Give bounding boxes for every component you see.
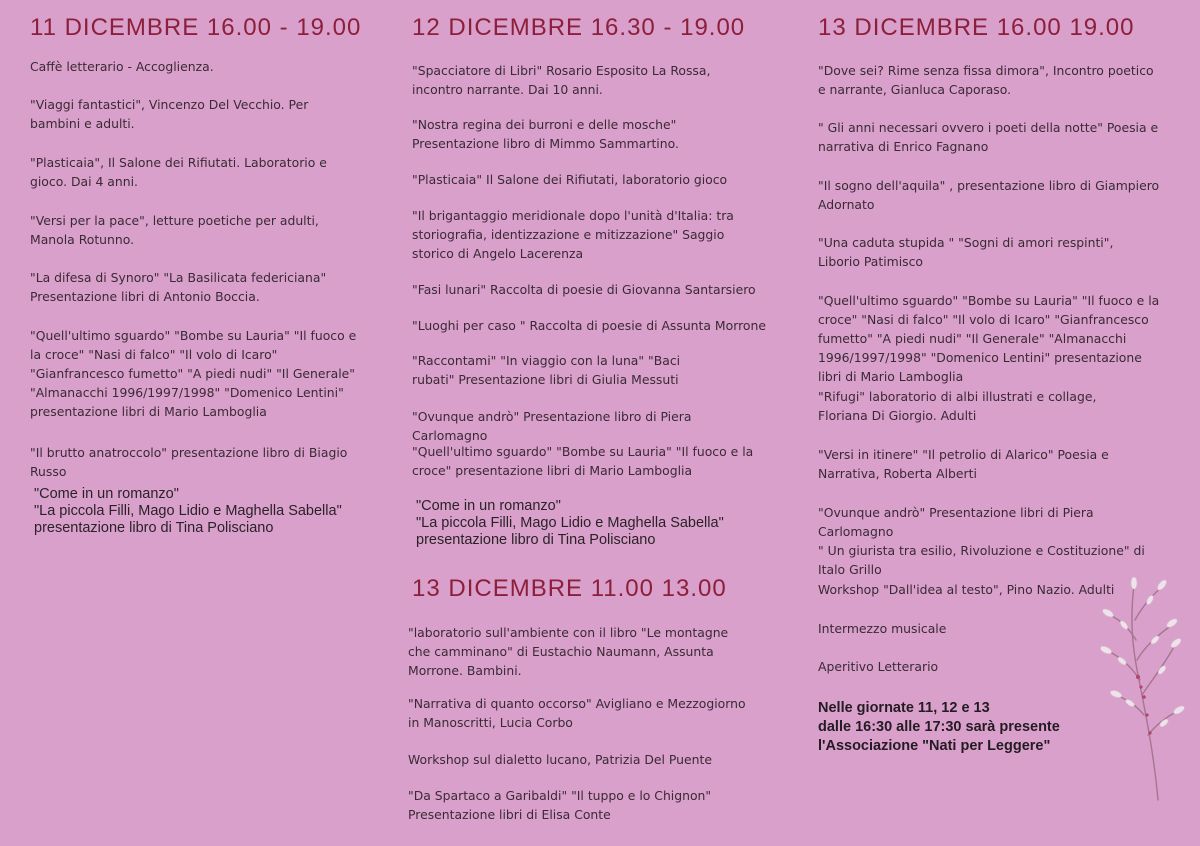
entry-day11-4: "Versi per la pace", letture poetiche per adulti, Manola Rotunno. bbox=[30, 213, 319, 247]
heading-day-11: 11 DICEMBRE 16.00 - 19.00 bbox=[30, 14, 362, 41]
entry-day12-8: "Ovunque andrò" Presentazione libro di Piera Carlomagno bbox=[412, 409, 692, 443]
entry-day13-8: "Ovunque andrò" Presentazione libri di Piera Carlomagno " Un giurista tra esilio, Rivoluzione e Costituzione" di Italo Grillo bbox=[818, 505, 1145, 577]
entry-day13m-3: Workshop sul dialetto lucano, Patrizia Del Puente bbox=[408, 752, 712, 767]
entry-day11-8: "Come in un romanzo" "La piccola Filli, Mago Lidio e Maghella Sabella" presentazione libro di Tina Polisciano bbox=[34, 486, 342, 536]
entry-day11-6: "Quell'ultimo sguardo" "Bombe su Lauria" "Il fuoco e la croce" "Nasi di falco" "Il volo di Icaro" "Gianfrancesco fumetto" "A piedi nudi" "Il Generale" "Almanacchi 1996/1997/1998" "Domenico Lentini" presentazione libri di Mario Lamboglia bbox=[30, 328, 357, 419]
entry-day12-2: "Nostra regina dei burroni e delle mosche" Presentazione libro di Mimmo Sammartino. bbox=[412, 117, 679, 151]
entry-day12-10: "Come in un romanzo" "La piccola Filli, Mago Lidio e Maghella Sabella" presentazione libro di Tina Polisciano bbox=[416, 498, 724, 548]
entry-day12-6: "Luoghi per caso " Raccolta di poesie di Assunta Morrone bbox=[412, 318, 766, 333]
entry-day13-5: "Quell'ultimo sguardo" "Bombe su Lauria" "Il fuoco e la croce" "Nasi di falco" "Il volo di Icaro" "Gianfrancesco fumetto" "A piedi nudi" "Il Generale" "Almanacchi 1996/1997/1998" "Domenico Lentini" presentazione libri di Mario Lamboglia bbox=[818, 293, 1160, 384]
entry-day13m-1: "laboratorio sull'ambiente con il libro "Le montagne che camminano" di Eustachio Naumann, Assunta Morrone. Bambini. bbox=[408, 625, 729, 678]
entry-day11-2: "Viaggi fantastici", Vincenzo Del Vecchio. Per bambini e adulti. bbox=[30, 97, 309, 131]
entry-day11-5: "La difesa di Synoro" "La Basilicata federiciana" Presentazione libri di Antonio Boccia. bbox=[30, 270, 327, 304]
heading-day-13: 13 DICEMBRE 16.00 19.00 bbox=[818, 14, 1135, 41]
entry-day11-7: "Il brutto anatroccolo" presentazione libro di Biagio Russo bbox=[30, 445, 348, 479]
entry-day12-9: "Quell'ultimo sguardo" "Bombe su Lauria" "Il fuoco e la croce" presentazione libri di Mario Lamboglia bbox=[412, 444, 754, 478]
entry-day13m-2: "Narrativa di quanto occorso" Avigliano e Mezzogiorno in Manoscritti, Lucia Corbo bbox=[408, 696, 746, 730]
entry-day13-3: "Il sogno dell'aquila" , presentazione libro di Giampiero Adornato bbox=[818, 178, 1160, 212]
entry-day11-3: "Plasticaia", Il Salone dei Rifiutati. Laboratorio e gioco. Dai 4 anni. bbox=[30, 155, 327, 189]
entry-day13-6: "Rifugi" laboratorio di albi illustrati e collage, Floriana Di Giorgio. Adulti bbox=[818, 389, 1097, 423]
entry-day13-9: Workshop "Dall'idea al testo", Pino Nazio. Adulti bbox=[818, 582, 1115, 597]
entry-day13-4: "Una caduta stupida " "Sogni di amori respinti", Liborio Patimisco bbox=[818, 235, 1114, 269]
notice-nati-per-leggere: Nelle giornate 11, 12 e 13 dalle 16:30 alle 17:30 sarà presente l'Associazione "Nati per Leggere" bbox=[818, 700, 1060, 754]
entry-day12-7: "Raccontami" "In viaggio con la luna" "Baci rubati" Presentazione libri di Giulia Messuti bbox=[412, 353, 681, 387]
entry-day12-1: "Spacciatore di Libri" Rosario Esposito La Rossa, incontro narrante. Dai 10 anni. bbox=[412, 63, 711, 97]
dried-flower-icon bbox=[1080, 565, 1200, 805]
entry-day13m-4: "Da Spartaco a Garibaldi" "Il tuppo e lo Chignon" Presentazione libri di Elisa Conte bbox=[408, 788, 712, 822]
entry-day11-1: Caffè letterario - Accoglienza. bbox=[30, 59, 214, 74]
heading-day-12: 12 DICEMBRE 16.30 - 19.00 bbox=[412, 14, 746, 41]
entry-day13-10: Intermezzo musicale bbox=[818, 621, 947, 636]
entry-day13-11: Aperitivo Letterario bbox=[818, 659, 939, 674]
entry-day13-1: "Dove sei? Rime senza fissa dimora", Incontro poetico e narrante, Gianluca Caporaso. bbox=[818, 63, 1154, 97]
entry-day13-7: "Versi in itinere" "Il petrolio di Alarico" Poesia e Narrativa, Roberta Alberti bbox=[818, 447, 1109, 481]
entry-day12-4: "Il brigantaggio meridionale dopo l'unità d'Italia: tra storiografia, identizzazione e mitizzazione" Saggio storico di Angelo Lacerenza bbox=[412, 208, 734, 261]
entry-day12-5: "Fasi lunari" Raccolta di poesie di Giovanna Santarsiero bbox=[412, 282, 756, 297]
heading-day-13-morning: 13 DICEMBRE 11.00 13.00 bbox=[412, 575, 727, 602]
entry-day12-3: "Plasticaia" Il Salone dei Rifiutati, laboratorio gioco bbox=[412, 172, 728, 187]
entry-day13-2: " Gli anni necessari ovvero i poeti della notte" Poesia e narrativa di Enrico Fagnano bbox=[818, 120, 1159, 154]
